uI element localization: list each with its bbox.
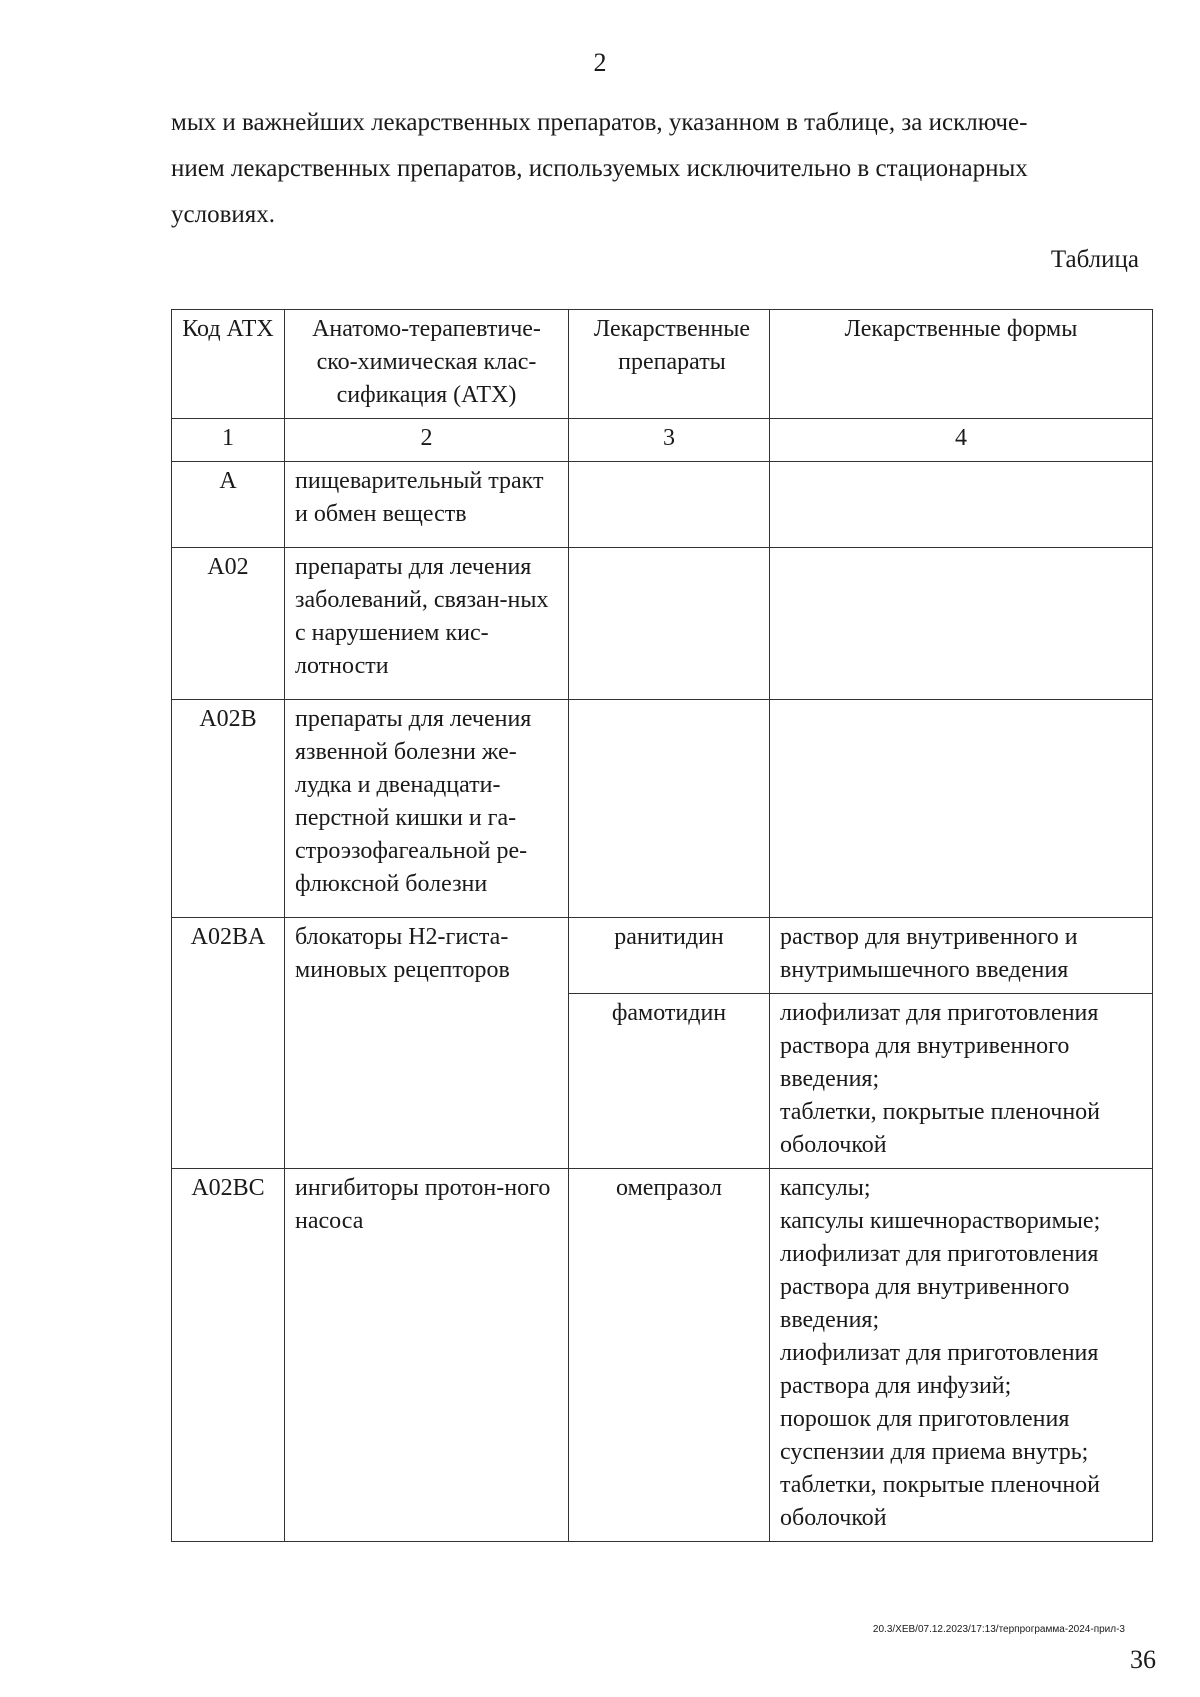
drug-form: таблетки, покрытые пленочной оболочкой [780,1472,1101,1531]
atx-table [171,309,1153,1542]
intro-line: нием лекарственных препаратов, используемых исключительно в стационарных [171,155,1028,182]
column-number-row [172,419,1153,462]
drug-name: ранитидин [569,918,770,994]
intro-line: мых и важнейших лекарственных препаратов, указанном в таблице, за исключе- [171,109,1028,136]
drug-form: капсулы кишечнорастворимые; [780,1208,1101,1234]
drug-forms [770,994,1153,1169]
table-row [172,1169,1153,1542]
intro-line: условиях. [171,201,276,228]
atx-classification: препараты для лечения язвенной болезни же-лудка и двенадцати-перстной кишки и га-строэзофагеальной ре-флюксной болезни [285,700,569,918]
drug-forms-empty [770,462,1153,548]
drug-form: лиофилизат для приготовления раствора для внутривенного введения; [780,1000,1099,1092]
column-number: 4 [770,419,1153,462]
drug-forms-empty [770,700,1153,918]
drug-form: лиофилизат для приготовления раствора для внутривенного введения; [780,1241,1099,1333]
column-number: 1 [172,419,285,462]
table-row [172,918,1153,994]
drug-name-empty [569,700,770,918]
atx-code: A02B [172,700,285,918]
table-header-row [172,310,1153,419]
atx-classification: блокаторы Н2-гиста-миновых рецепторов [285,918,569,1169]
drug-form: раствор для внутривенного и внутримышечного введения [780,924,1078,983]
page-number: 2 [593,48,607,77]
drug-name-empty [569,548,770,700]
footer-document-code: 20.3/ХЕВ/07.12.2023/17:13/терпрограмма-2024-прил-3 [872,1624,1125,1635]
drug-form: таблетки, покрытые пленочной оболочкой [780,1099,1101,1158]
atx-code: A02BA [172,918,285,1169]
drug-form: капсулы; [780,1175,871,1201]
header-forms: Лекарственные формы [770,310,1153,419]
drug-form: лиофилизат для приготовления раствора для инфузий; [780,1340,1099,1399]
drug-form: порошок для приготовления суспензии для приема внутрь; [780,1406,1089,1465]
drug-name: фамотидин [569,994,770,1169]
atx-code: А [172,462,285,548]
header-code: Код АТХ [172,310,285,419]
header-drugs: Лекарственные препараты [569,310,770,419]
drug-forms-empty [770,548,1153,700]
drug-forms [770,918,1153,994]
atx-code: A02BC [172,1169,285,1542]
drug-name: омепразол [569,1169,770,1542]
intro-paragraph [171,100,1139,238]
table-row [172,700,1153,918]
table-row [172,548,1153,700]
table-row [172,462,1153,548]
atx-classification: препараты для лечения заболеваний, связан-ных с нарушением кис-лотности [285,548,569,700]
table-caption: Таблица [1050,246,1139,273]
sheet-number: 36 [1130,1645,1156,1674]
atx-code: A02 [172,548,285,700]
header-classification: Анатомо-терапевтиче-ско-химическая клас-сификация (АТХ) [285,310,569,419]
column-number: 2 [285,419,569,462]
drug-forms [770,1169,1153,1542]
atx-classification: пищеварительный тракт и обмен веществ [285,462,569,548]
drug-name-empty [569,462,770,548]
atx-classification: ингибиторы протон-ного насоса [285,1169,569,1542]
column-number: 3 [569,419,770,462]
